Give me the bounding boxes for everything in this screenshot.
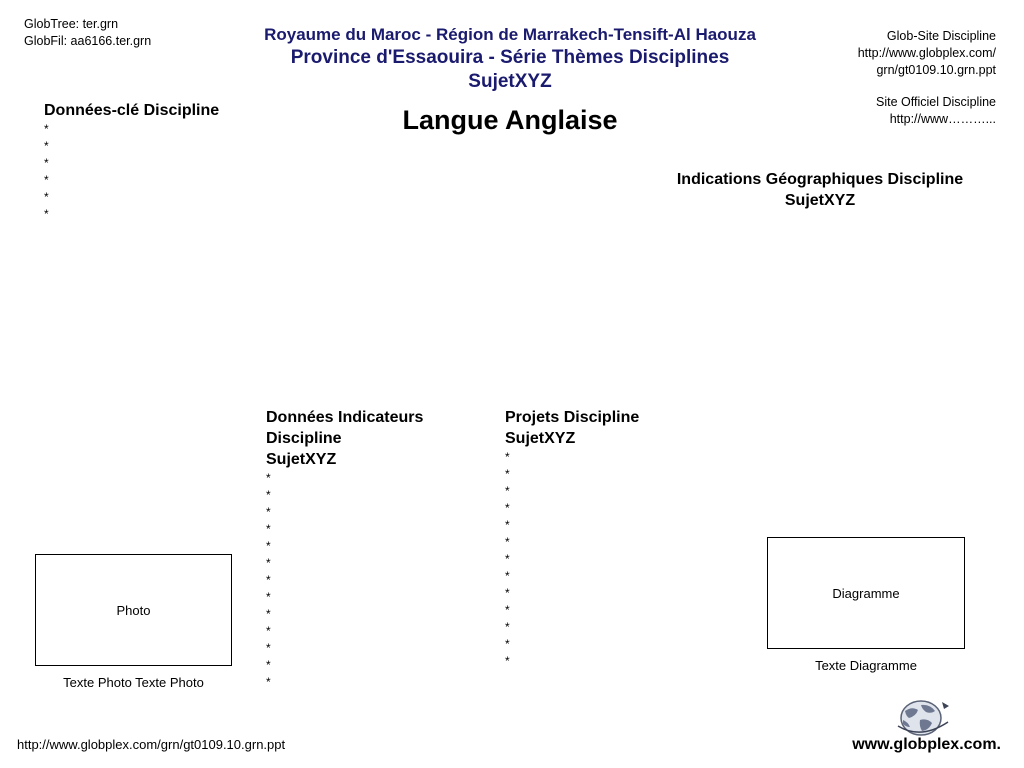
list-item: * [505, 450, 510, 464]
official-site-url[interactable]: http://www………... [889, 112, 996, 126]
photo-placeholder [35, 554, 232, 666]
list-item: * [44, 173, 49, 187]
list-item: * [266, 573, 271, 587]
list-item: * [44, 122, 49, 136]
list-item: * [266, 505, 271, 519]
list-item: * [44, 139, 49, 153]
photo-label: Photo [116, 602, 151, 618]
list-item: * [266, 590, 271, 604]
official-site-label: Site Officiel Discipline [876, 95, 996, 109]
globtree-label: GlobTree: ter.grn [24, 17, 119, 31]
page-header [220, 24, 800, 94]
geo-block [650, 169, 990, 211]
indicators-title-line-3: SujetXYZ [266, 451, 337, 468]
projects-block [505, 407, 639, 670]
list-item: * [44, 207, 49, 221]
globsite-url-2[interactable]: grn/gt0109.10.grn.ppt [876, 63, 996, 77]
projects-list [505, 449, 639, 670]
list-item: * [505, 484, 510, 498]
indicators-list [266, 470, 423, 691]
list-item: * [266, 539, 271, 553]
list-item: * [505, 501, 510, 515]
list-item: * [505, 518, 510, 532]
list-item: * [266, 522, 271, 536]
geo-title-line-2: SujetXYZ [784, 192, 856, 209]
projects-title-line-1: Projets Discipline [505, 409, 640, 426]
list-item: * [266, 658, 271, 672]
diagram-caption: Texte Diagramme [815, 658, 917, 673]
key-data-list [44, 121, 219, 223]
indicators-title-line-1: Données Indicateurs [266, 409, 424, 426]
list-item: * [505, 552, 510, 566]
header-line-3: SujetXYZ [468, 71, 552, 92]
photo-caption: Texte Photo Texte Photo [63, 675, 204, 690]
list-item: * [266, 471, 271, 485]
list-item: * [266, 488, 271, 502]
list-item: * [505, 603, 510, 617]
list-item: * [44, 156, 49, 170]
meta-info [24, 16, 151, 50]
projects-title-line-2: SujetXYZ [505, 430, 576, 447]
list-item: * [266, 675, 271, 689]
footer-brand[interactable]: www.globplex.com. [852, 736, 1001, 753]
key-data-title: Données-clé Discipline [44, 102, 220, 119]
page-title: Langue Anglaise [402, 105, 618, 135]
header-line-1: Royaume du Maroc - Région de Marrakech-Tensift-Al Haouza [264, 25, 756, 44]
list-item: * [44, 190, 49, 204]
list-item: * [266, 556, 271, 570]
globfil-label: GlobFil: aa6166.ter.grn [24, 34, 152, 48]
list-item: * [505, 654, 510, 668]
list-item: * [505, 569, 510, 583]
header-line-2: Province d'Essaouira - Série Thèmes Disciplines [290, 47, 730, 68]
indicators-title-line-2: Discipline [266, 430, 342, 447]
footer-url[interactable]: http://www.globplex.com/grn/gt0109.10.grn.ppt [17, 737, 286, 752]
globsite-label: Glob-Site Discipline [886, 29, 996, 43]
diagram-placeholder [767, 537, 965, 649]
list-item: * [266, 641, 271, 655]
list-item: * [266, 624, 271, 638]
list-item: * [505, 535, 510, 549]
list-item: * [505, 467, 510, 481]
globsite-url-1[interactable]: http://www.globplex.com/ [857, 46, 996, 60]
list-item: * [505, 637, 510, 651]
list-item: * [266, 607, 271, 621]
globsite-block [858, 28, 996, 79]
list-item: * [505, 620, 510, 634]
list-item: * [505, 586, 510, 600]
key-data-block [44, 100, 219, 223]
official-site-block [876, 94, 996, 128]
indicators-block [266, 407, 423, 691]
diagram-label: Diagramme [832, 585, 900, 601]
geo-title-line-1: Indications Géographiques Discipline [676, 171, 964, 188]
